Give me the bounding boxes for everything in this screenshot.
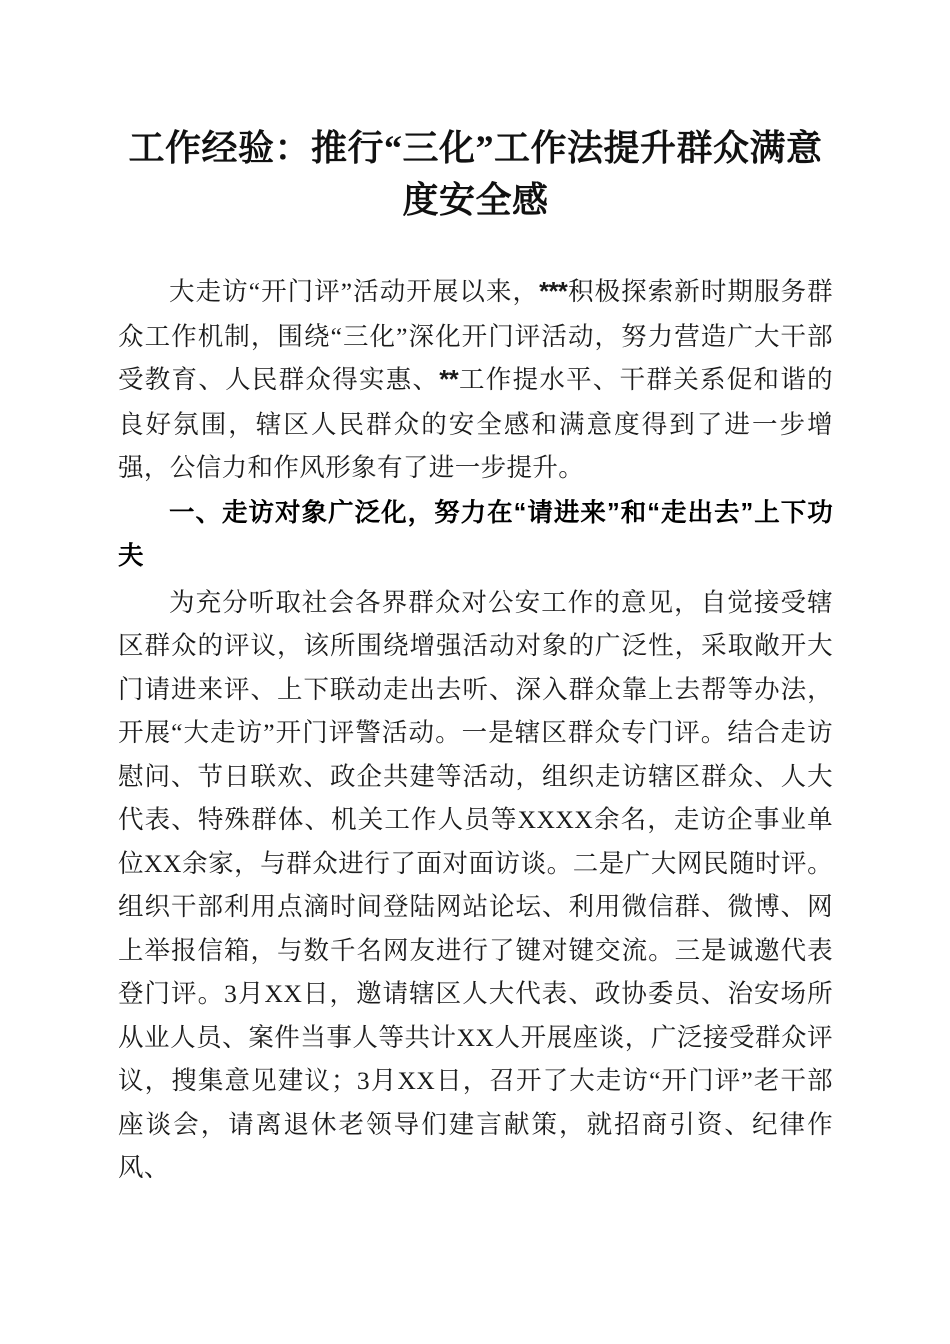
page-title-line-1: 工作经验：推行“三化”工作法提升群众满意 <box>128 128 823 168</box>
latin-run: 3 <box>356 1066 371 1095</box>
latin-run: XXXX <box>517 805 594 834</box>
latin-run: XX <box>456 1022 495 1052</box>
redaction-mark: *** <box>539 278 568 306</box>
latin-run: XX <box>397 1066 436 1095</box>
paragraph-intro: 大走访“开门评”活动开展以来，***积极探索新时期服务群众工作机制，围绕“三化”深化开门评活动，努力营造广大干部受教育、人民群众得实惠、**工作提水平、干群关系促和谐的良好氛围，辖区人民群众的安全感和满意度得到了进一步增强，公信力和作风形象有了进一步提升。 <box>118 277 833 482</box>
document-content <box>118 0 833 1190</box>
paragraph-section-1-body: 为充分听取社会各界群众对公安工作的意见，自觉接受辖区群众的评议，该所围绕增强活动对象的广泛性，采取敞开大门请进来评、上下联动走出去听、深入群众靠上去帮等办法，开展“大走访”开门评警活动。一是辖区群众专门评。结合走访慰问、节日联欢、政企共建等活动，组织走访辖区群众、人大代表、特殊群体、机关工作人员等XXXX余名，走访企事业单位XX余家，与群众进行了面对面访谈。二是广大网民随时评。组织干部利用点滴时间登陆网站论坛、利用微信群、微博、网上举报信箱，与数千名网友进行了键对键交流。三是诚邀代表登门评。3月XX日，邀请辖区人大代表、政协委员、治安场所从业人员、案件当事人等共计XX人开展座谈，广泛接受群众评议，搜集意见建议；3月XX日，召开了大走访“开门评”老干部座谈会，请离退休老领导们建言献策，就招商引资、纪律作风、 <box>118 587 833 1182</box>
redaction-mark: ** <box>439 366 459 394</box>
latin-run: 3 <box>224 979 238 1008</box>
latin-run: XX <box>264 979 303 1008</box>
page-title <box>118 0 833 226</box>
latin-run: XX <box>144 848 182 878</box>
page-title-line-2: 度安全感 <box>402 180 549 220</box>
section-heading-1: 一、走访对象广泛化，努力在“请进来”和“走出去”上下功夫 <box>118 498 833 570</box>
